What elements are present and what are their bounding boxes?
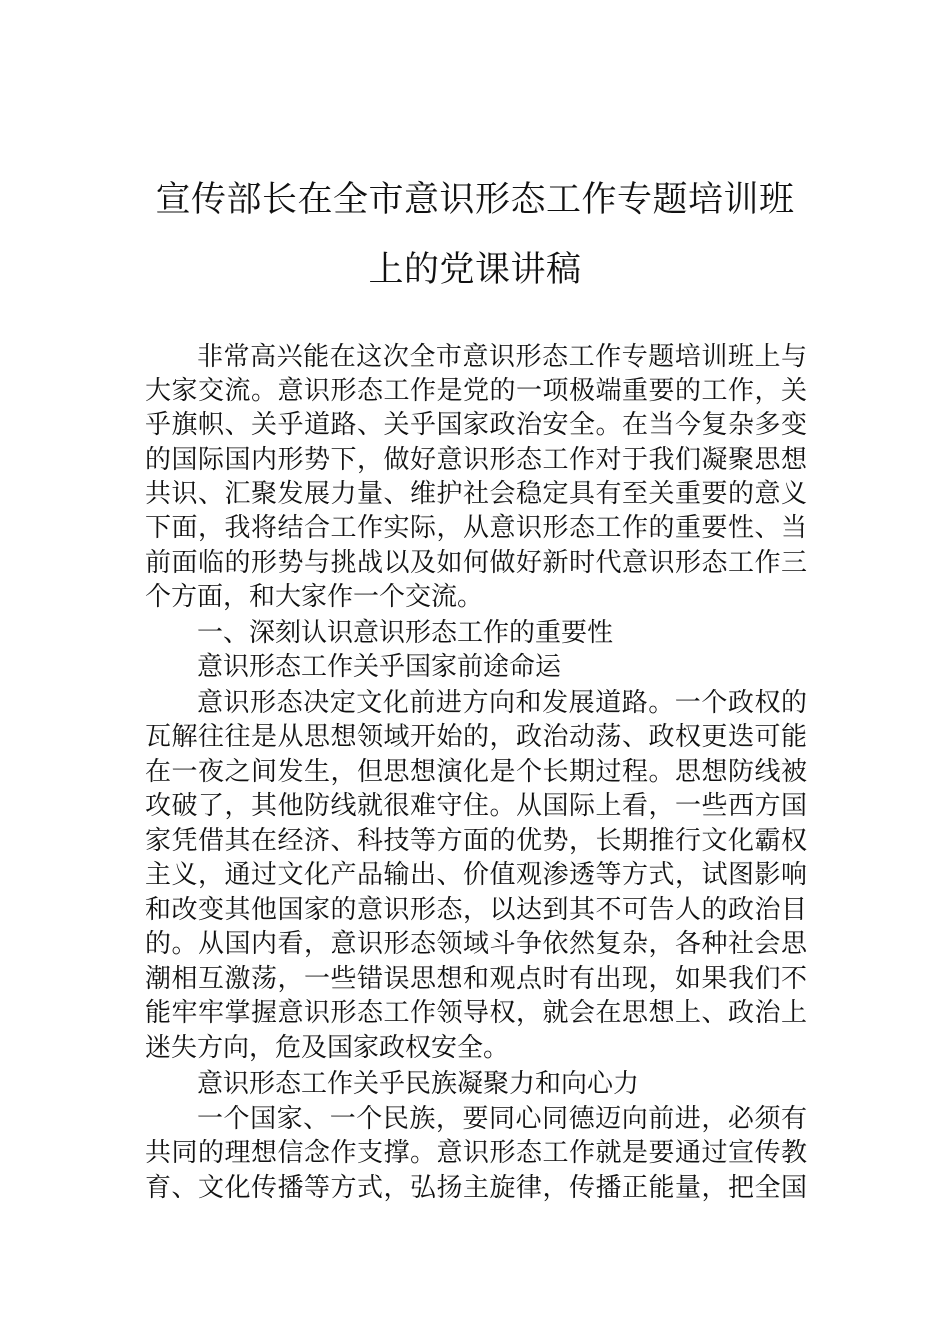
paragraph-2-line-2: 瓦解往往是从思想领域开始的，政治动荡、政权更迭可能 bbox=[145, 722, 807, 752]
paragraph-2-line-6: 主义，通过文化产品输出、价值观渗透等方式，试图影响 bbox=[145, 860, 807, 890]
paragraph-1-line-2: 大家交流。意识形态工作是党的一项极端重要的工作，关 bbox=[145, 376, 807, 406]
paragraph-1-line-3: 乎旗帜、关乎道路、关乎国家政治安全。在当今复杂多变 bbox=[145, 410, 807, 440]
paragraph-1-line-4: 的国际国内形势下，做好意识形态工作对于我们凝聚思想 bbox=[145, 445, 807, 475]
paragraph-3-line-3: 育、文化传播等方式，弘扬主旋律，传播正能量，把全国 bbox=[145, 1173, 807, 1203]
paragraph-1-line-5: 共识、汇聚发展力量、维护社会稳定具有至关重要的意义 bbox=[145, 479, 807, 509]
document-title-line-2: 上的党课讲稿 bbox=[368, 250, 582, 290]
paragraph-2-line-10: 能牢牢掌握意识形态工作领导权，就会在思想上、政治上 bbox=[145, 998, 807, 1028]
paragraph-1-line-1: 非常高兴能在这次全市意识形态工作专题培训班上与 bbox=[197, 342, 807, 372]
paragraph-1-line-7: 前面临的形势与挑战以及如何做好新时代意识形态工作三 bbox=[145, 548, 807, 578]
paragraph-2-line-5: 家凭借其在经济、科技等方面的优势，长期推行文化霸权 bbox=[145, 826, 807, 856]
paragraph-2-line-9: 潮相互激荡，一些错误思想和观点时有出现，如果我们不 bbox=[145, 964, 807, 994]
paragraph-2-line-8: 的。从国内看，意识形态领域斗争依然复杂，各种社会思 bbox=[145, 929, 807, 959]
paragraph-1-line-6: 下面，我将结合工作实际，从意识形态工作的重要性、当 bbox=[145, 513, 807, 543]
subheading-1: 意识形态工作关乎国家前途命运 bbox=[197, 652, 562, 682]
document-title-line-1: 宣传部长在全市意识形态工作专题培训班 bbox=[155, 180, 795, 220]
paragraph-2-line-4: 攻破了，其他防线就很难守住。从国际上看，一些西方国 bbox=[145, 791, 807, 821]
paragraph-3-line-1: 一个国家、一个民族，要同心同德迈向前进，必须有 bbox=[197, 1104, 807, 1134]
paragraph-2-line-3: 在一夜之间发生，但思想演化是个长期过程。思想防线被 bbox=[145, 757, 807, 787]
subheading-2: 意识形态工作关乎民族凝聚力和向心力 bbox=[197, 1069, 640, 1099]
paragraph-2-line-7: 和改变其他国家的意识形态，以达到其不可告人的政治目 bbox=[145, 895, 807, 925]
paragraph-3-line-2: 共同的理想信念作支撑。意识形态工作就是要通过宣传教 bbox=[145, 1138, 807, 1168]
paragraph-1-line-8: 个方面，和大家作一个交流。 bbox=[145, 582, 484, 612]
section-heading-1: 一、深刻认识意识形态工作的重要性 bbox=[197, 618, 614, 648]
paragraph-2-line-1: 意识形态决定文化前进方向和发展道路。一个政权的 bbox=[197, 688, 807, 718]
paragraph-2-line-11: 迷失方向，危及国家政权安全。 bbox=[145, 1033, 510, 1063]
